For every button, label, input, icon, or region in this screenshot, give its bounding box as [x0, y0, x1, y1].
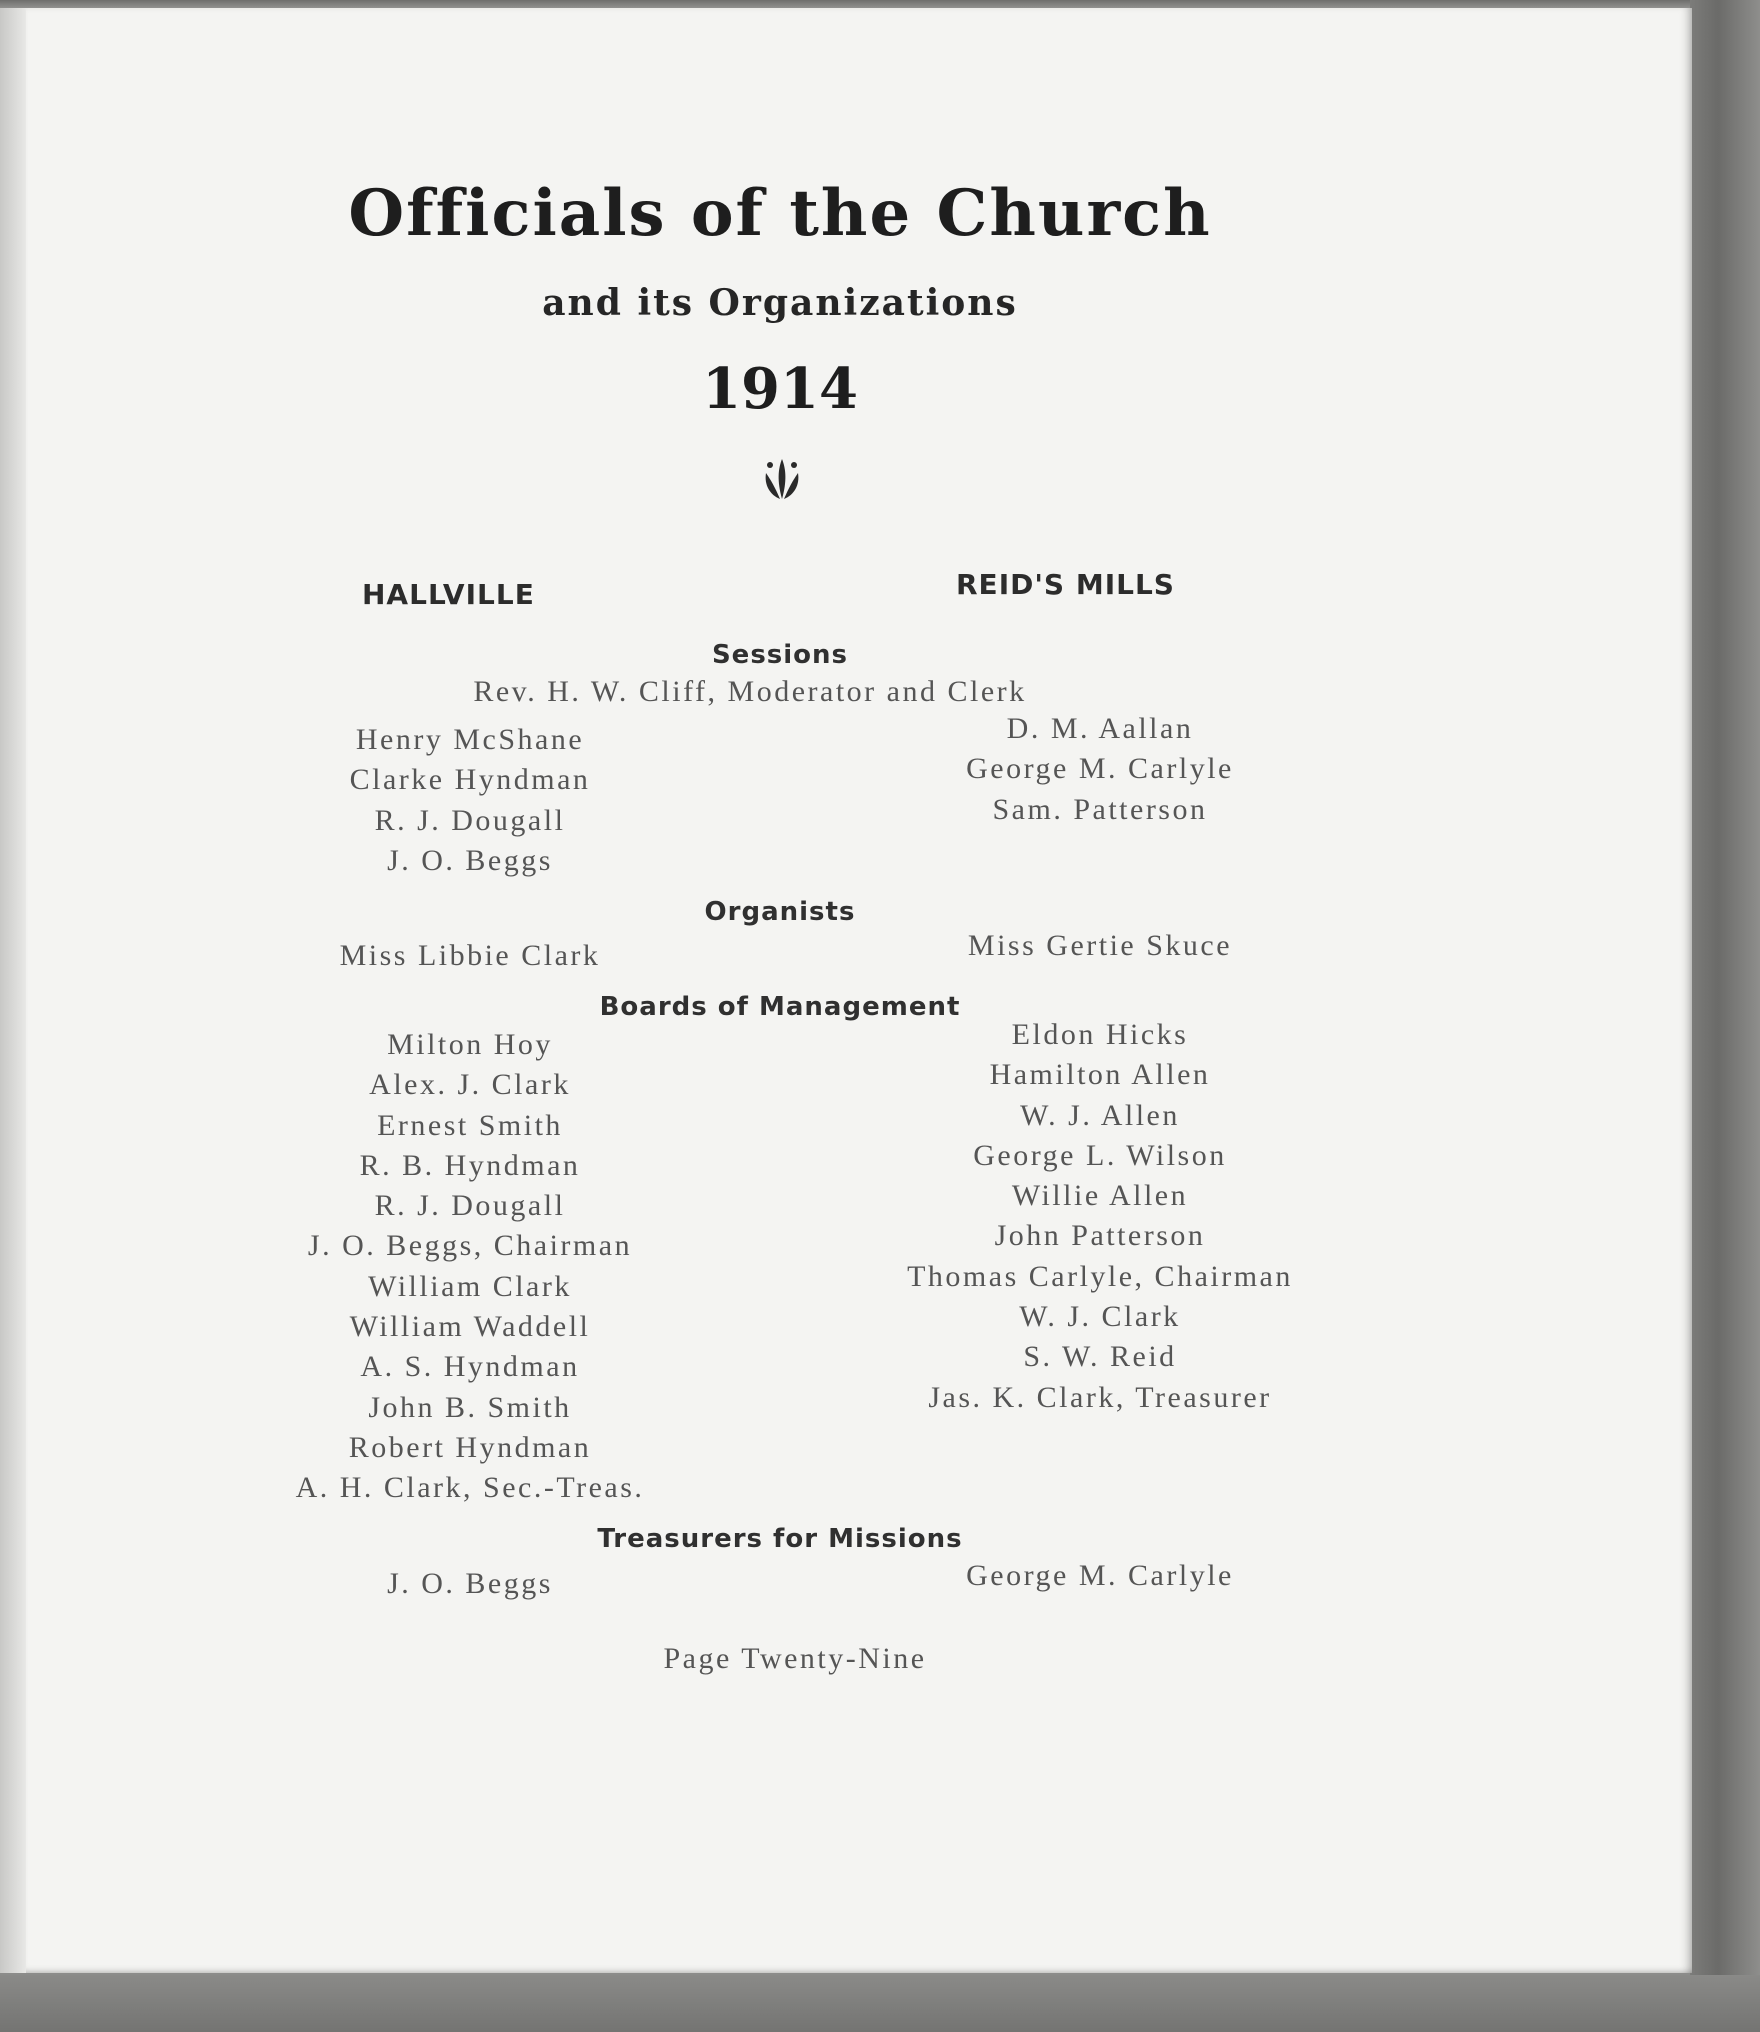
- organists-hallville-list: [210, 936, 730, 976]
- name-entry: Hamilton Allen: [989, 1058, 1211, 1092]
- name-entry: J. O. Beggs, Chairman: [307, 1229, 633, 1263]
- section-heading-sessions: Sessions: [711, 640, 849, 670]
- organists-reids-mills-list: [840, 926, 1360, 966]
- name-entry: Miss Libbie Clark: [339, 939, 601, 972]
- page-gutter: [0, 8, 26, 1973]
- name-entry: A. H. Clark, Sec.-Treas.: [295, 1471, 645, 1505]
- name-entry: R. B. Hyndman: [359, 1148, 581, 1182]
- column-heading-hallville: HALLVILLE: [362, 578, 535, 611]
- page-title: Officials of the Church: [348, 176, 1212, 251]
- name-entry: A. S. Hyndman: [360, 1350, 580, 1384]
- name-entry: W. J. Clark: [1019, 1300, 1181, 1334]
- book-cover-bottom-edge: [0, 1975, 1760, 2032]
- sessions-moderator-line: Rev. H. W. Cliff, Moderator and Clerk: [473, 675, 1027, 708]
- name-entry: Eldon Hicks: [1011, 1018, 1189, 1051]
- name-entry: J. O. Beggs: [387, 1567, 553, 1600]
- name-entry: R. J. Dougall: [374, 803, 566, 837]
- sessions-hallville-list: [210, 720, 730, 881]
- name-entry: Clarke Hyndman: [349, 763, 591, 797]
- name-entry: George L. Wilson: [973, 1138, 1227, 1172]
- name-entry: George M. Carlyle: [966, 752, 1234, 786]
- name-entry: Ernest Smith: [377, 1108, 563, 1142]
- page-number-footer: Page Twenty-Nine: [663, 1642, 927, 1675]
- page-subtitle: and its Organizations: [542, 282, 1018, 324]
- name-entry: D. M. Aallan: [1006, 712, 1194, 745]
- treasurers-reids-mills-list: [840, 1556, 1360, 1596]
- book-cover-right-edge: [1690, 0, 1760, 2032]
- name-entry: Miss Gertie Skuce: [967, 929, 1233, 962]
- name-entry: Milton Hoy: [387, 1028, 553, 1061]
- name-entry: Henry McShane: [355, 723, 585, 756]
- name-entry: George M. Carlyle: [966, 1559, 1234, 1592]
- name-entry: J. O. Beggs: [387, 843, 553, 877]
- name-entry: John B. Smith: [368, 1390, 572, 1424]
- name-entry: William Clark: [368, 1269, 572, 1303]
- sessions-reids-mills-list: [840, 709, 1360, 830]
- column-heading-reids-mills: REID'S MILLS: [956, 568, 1175, 601]
- name-entry: Sam. Patterson: [992, 792, 1208, 826]
- name-entry: John Patterson: [994, 1219, 1206, 1253]
- page-year: 1914: [702, 356, 858, 422]
- name-entry: R. J. Dougall: [374, 1189, 566, 1223]
- section-heading-treasurers: Treasurers for Missions: [597, 1524, 963, 1554]
- name-entry: Alex. J. Clark: [369, 1068, 571, 1102]
- fleuron-ornament-icon: [760, 455, 804, 503]
- name-entry: Thomas Carlyle, Chairman: [907, 1259, 1293, 1293]
- name-entry: Jas. K. Clark, Treasurer: [928, 1380, 1272, 1414]
- name-entry: W. J. Allen: [1020, 1098, 1180, 1132]
- name-entry: Willie Allen: [1011, 1179, 1189, 1213]
- name-entry: Robert Hyndman: [348, 1430, 592, 1464]
- section-heading-organists: Organists: [704, 897, 856, 927]
- treasurers-hallville-list: [210, 1564, 730, 1604]
- boards-hallville-list: [210, 1025, 730, 1509]
- boards-reids-mills-list: [840, 1015, 1360, 1418]
- name-entry: William Waddell: [349, 1310, 591, 1344]
- name-entry: S. W. Reid: [1023, 1340, 1177, 1374]
- section-heading-boards: Boards of Management: [599, 992, 961, 1022]
